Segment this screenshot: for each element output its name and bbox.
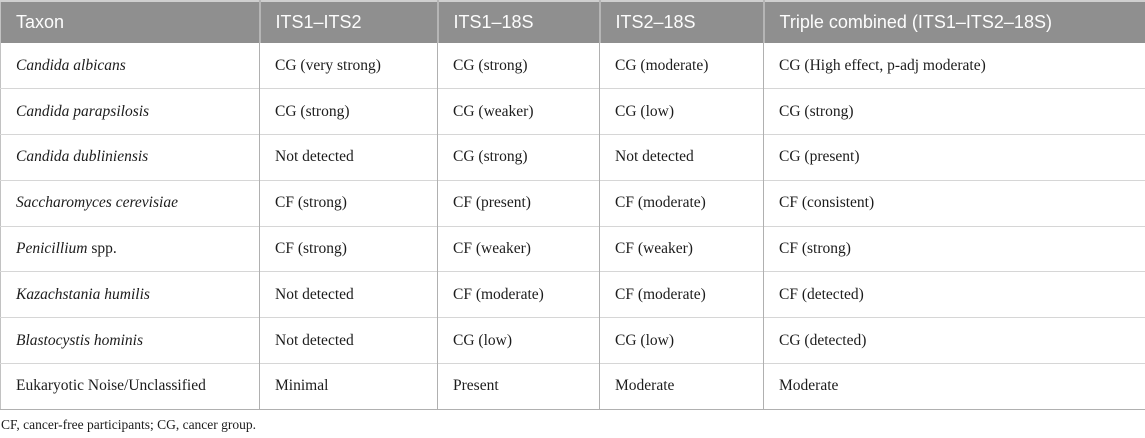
header-row bbox=[1, 1, 1145, 43]
value-cell: CG (low) bbox=[600, 318, 764, 364]
value-cell: Present bbox=[438, 364, 600, 410]
value-cell: CG (weaker) bbox=[438, 89, 600, 135]
column-header-triple-combined: Triple combined (ITS1–ITS2–18S) bbox=[764, 1, 1145, 43]
value-cell: Moderate bbox=[764, 364, 1145, 410]
value-cell: Not detected bbox=[260, 135, 438, 181]
value-cell: CF (detected) bbox=[764, 272, 1145, 318]
value-cell: Not detected bbox=[600, 135, 764, 181]
taxon-cell bbox=[1, 135, 260, 181]
table-row bbox=[1, 180, 1145, 226]
table-row bbox=[1, 272, 1145, 318]
value-cell: CG (strong) bbox=[438, 43, 600, 89]
table-header bbox=[1, 1, 1145, 43]
taxon-cell bbox=[1, 226, 260, 272]
taxon-cell bbox=[1, 364, 260, 410]
value-cell: CF (consistent) bbox=[764, 180, 1145, 226]
value-cell: Not detected bbox=[260, 318, 438, 364]
table-body bbox=[1, 43, 1145, 409]
table-row bbox=[1, 364, 1145, 410]
taxon-name: Kazachstania humilis bbox=[16, 285, 150, 303]
value-cell: CG (detected) bbox=[764, 318, 1145, 364]
value-cell: CG (low) bbox=[438, 318, 600, 364]
table-footnote: CF, cancer-free participants; CG, cancer group. bbox=[1, 416, 257, 432]
column-header-its1-18s: ITS1–18S bbox=[438, 1, 600, 43]
table-row bbox=[1, 318, 1145, 364]
value-cell: CF (moderate) bbox=[600, 180, 764, 226]
taxon-name: Penicillium bbox=[16, 240, 88, 258]
taxon-name: Candida parapsilosis bbox=[16, 102, 150, 120]
taxon-cell bbox=[1, 89, 260, 135]
value-cell: CF (moderate) bbox=[600, 272, 764, 318]
taxon-suffix: spp. bbox=[87, 240, 117, 258]
value-cell: Moderate bbox=[600, 364, 764, 410]
value-cell: CG (very strong) bbox=[260, 43, 438, 89]
table-row bbox=[1, 226, 1145, 272]
value-cell: CF (moderate) bbox=[438, 272, 600, 318]
value-cell: CF (weaker) bbox=[600, 226, 764, 272]
value-cell: CG (strong) bbox=[260, 89, 438, 135]
value-cell: CG (strong) bbox=[438, 135, 600, 181]
table-row bbox=[1, 135, 1145, 181]
table-row bbox=[1, 89, 1145, 135]
column-header-its2-18s: ITS2–18S bbox=[600, 1, 764, 43]
value-cell: CG (strong) bbox=[764, 89, 1145, 135]
value-cell: CF (present) bbox=[438, 180, 600, 226]
taxon-cell bbox=[1, 180, 260, 226]
taxon-name: Saccharomyces cerevisiae bbox=[16, 194, 178, 212]
value-cell: Minimal bbox=[260, 364, 438, 410]
value-cell: CF (weaker) bbox=[438, 226, 600, 272]
column-header-its1-its2: ITS1–ITS2 bbox=[260, 1, 438, 43]
value-cell: CG (moderate) bbox=[600, 43, 764, 89]
column-header-taxon: Taxon bbox=[1, 1, 260, 43]
taxon-name: Eukaryotic Noise/Unclassified bbox=[16, 377, 206, 395]
value-cell: Not detected bbox=[260, 272, 438, 318]
taxon-name: Candida albicans bbox=[16, 56, 126, 74]
value-cell: CF (strong) bbox=[764, 226, 1145, 272]
value-cell: CG (present) bbox=[764, 135, 1145, 181]
value-cell: CF (strong) bbox=[260, 180, 438, 226]
value-cell: CF (strong) bbox=[260, 226, 438, 272]
table-row bbox=[1, 43, 1145, 89]
taxon-cell bbox=[1, 272, 260, 318]
value-cell: CG (low) bbox=[600, 89, 764, 135]
taxon-name: Candida dubliniensis bbox=[16, 148, 149, 166]
value-cell: CG (High effect, p-adj moderate) bbox=[764, 43, 1145, 89]
taxon-cell bbox=[1, 43, 260, 89]
taxon-cell bbox=[1, 318, 260, 364]
taxon-name: Blastocystis hominis bbox=[16, 331, 144, 349]
